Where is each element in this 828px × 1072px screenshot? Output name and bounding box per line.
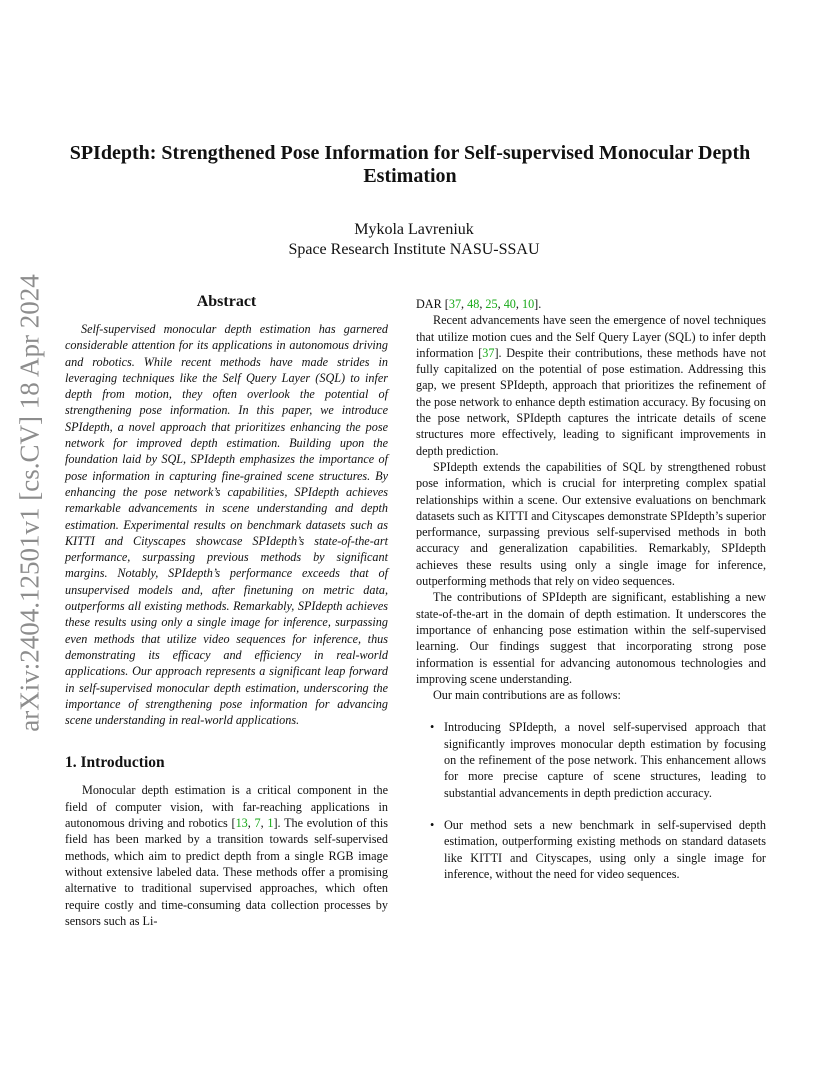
left-column xyxy=(65,293,388,929)
author-name: Mykola Lavreniuk xyxy=(354,221,474,238)
citation-separator: , xyxy=(260,816,268,831)
list-item-text: Our method sets a new benchmark in self-supervised depth estimation, outperforming existing methods on standard datasets like KITTI and Cityscapes, using only a single image for inference, without the need for video sequences. xyxy=(444,817,766,881)
paragraph-text: Recent advancements have seen the emergence of novel techniques that utilize motion cues and the Self Query Layer (SQL) to infer depth information [ xyxy=(416,313,766,360)
intro-text-2: ]. The evolution of this field has been marked by a transition towards self-supervised methods, which aim to predict depth from a single RGB image without extensive labeled data. These methods offer a promising alternative to traditional supervised approaches, which often require costly and time-consuming data collection processes by sensors such as Li- xyxy=(65,816,388,928)
list-item xyxy=(416,817,766,882)
abstract-heading: Abstract xyxy=(196,293,257,310)
contributions-list xyxy=(416,719,766,882)
arxiv-watermark xyxy=(10,273,50,732)
continued-end: ]. xyxy=(534,297,542,311)
citation-link[interactable]: 1 xyxy=(267,816,274,831)
citation-link[interactable]: 13 xyxy=(235,816,248,831)
list-item-text: Introducing SPIdepth, a novel self-supervised approach that significantly improves monocular depth estimation by focusing on the refinement of the pose network. This enhancement allows for more precise capture of scene structures, leading to substantial advancements in depth prediction accuracy. xyxy=(444,720,766,800)
citation-link[interactable]: 37 xyxy=(482,345,495,360)
citation-link[interactable]: 25 xyxy=(485,297,498,311)
citation-link[interactable]: 48 xyxy=(467,297,480,311)
intro-paragraph xyxy=(65,782,388,929)
right-column xyxy=(416,296,766,898)
citation-link[interactable]: 7 xyxy=(254,816,261,831)
author-institution: Space Research Institute NASU-SSAU xyxy=(288,241,540,258)
bullet-glyph: • xyxy=(430,817,435,832)
abstract-text: Self-supervised monocular depth estimation has garnered considerable attention for its applications in autonomous driving and robotics. While recent methods have made strides in leveraging techniques like the Self Query Layer (SQL) to infer depth from motion, they often overlook the potential of strengthening pose information. In this paper, we introduce SPIdepth, a novel approach that prioritizes enhancing the pose network for improved depth estimation. Building upon the foundation laid by SQL, SPIdepth emphasizes the importance of pose information in capturing fine-grained scene structures. By enhancing the pose network’s capabilities, SPIdepth achieves remarkable advancements in scene understanding and depth estimation. Experimental results on benchmark datasets such as KITTI and Cityscapes showcase SPIdepth’s state-of-the-art performance, surpassing previous methods by significant margins. Notably, SPIdepth’s performance exceeds that of unsupervised models and, after finetuning on metric data, outperforms all existing methods. Remarkably, SPIdepth achieves these results using only a single image for inference, surpassing even methods that utilize video sequences for inference, thus demonstrating its efficacy and efficiency in real-world applications. Our approach represents a significant leap forward in self-supervised monocular depth estimation, underscoring the importance of strengthening pose information for advancing scene understanding in real-world applications. xyxy=(65,322,388,728)
section-heading-introduction: 1. Introduction xyxy=(65,754,165,772)
arxiv-id: arXiv:2404.12501v1 [cs.CV] 18 Apr 2024 xyxy=(14,273,45,732)
citation-link[interactable]: 37 xyxy=(448,297,462,311)
bullet-glyph: • xyxy=(430,720,435,735)
continued-paragraph: DAR [37, 48, 25, 40, 10]. xyxy=(416,297,542,311)
continued-text: DAR [ xyxy=(416,297,449,311)
citation-separator: , xyxy=(247,816,255,831)
citation-link[interactable]: 10 xyxy=(521,297,535,311)
paragraph-spidepth-extends: SPIdepth extends the capabilities of SQL by strengthened robust pose information, which is crucial for interpreting complex spatial relationships within a scene. Our extensive evaluations on benchmark datasets such as KITTI and Cityscapes demonstrate SPIdepth’s superior performance, surpassing previous self-supervised methods in both accuracy and generalization capabilities. Remarkably, SPIdepth achieves these results using only a single image for inference, outperforming methods that rely on video sequences. xyxy=(416,459,766,589)
intro-text-1: Monocular depth estimation is a critical component in the field of computer vision, with far-reaching applications in autonomous driving and robotics [ xyxy=(65,783,388,831)
list-item xyxy=(416,719,766,800)
paragraph-contributions: The contributions of SPIdepth are significant, establishing a new state-of-the-art in the domain of depth estimation. It underscores the importance of enhancing pose estimation within the self-supervised learning. Our findings suggest that incorporating strong pose information is essential for advancing autonomous technologies and improving scene understanding. xyxy=(416,590,766,686)
paragraph-recent-advancements xyxy=(416,312,766,459)
paragraph-main-contributions: Our main contributions are as follows: xyxy=(433,688,621,703)
paper-title: SPIdepth: Strengthened Pose Information for Self-supervised Monocular Depth Estimation xyxy=(69,142,751,187)
paragraph-text: ]. Despite their contributions, these methods have not fully capitalized on the potential of pose estimation. Addressing this gap, we present SPIdepth, approach that prioritizes the refinement of the pose network to enhance depth estimation accuracy. By focusing on the pose network, SPIdepth captures the intricate details of scene structures more effectively, leading to significant improvements in depth prediction. xyxy=(416,345,766,458)
citation-link[interactable]: 40 xyxy=(503,297,516,311)
